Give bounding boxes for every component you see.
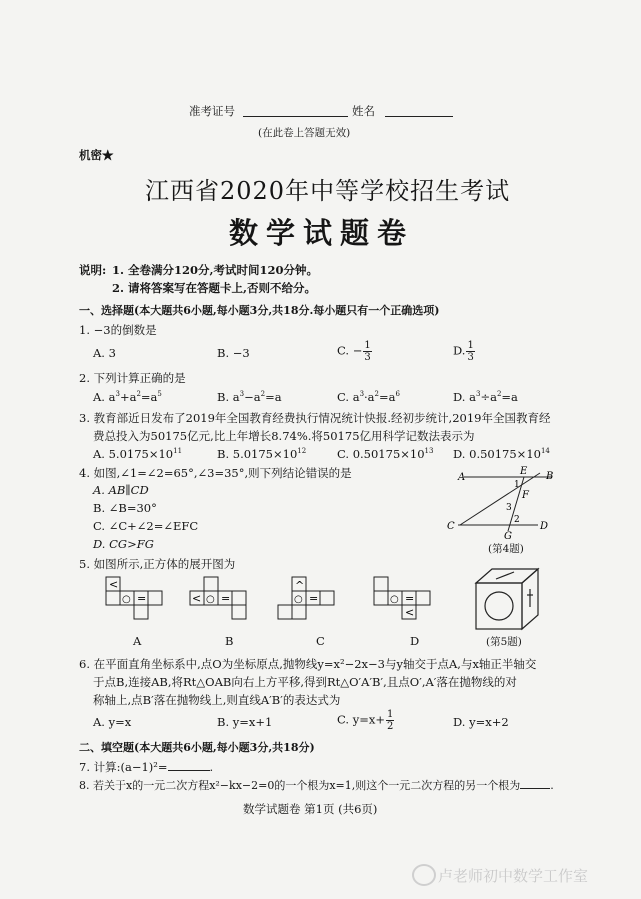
exam-title: 江西省2020年中等学校招生考试: [145, 177, 511, 205]
q3-option-b: B. $5.0175\times 10^{12}$: [217, 447, 307, 461]
paper-title: 数学试题卷: [229, 216, 415, 250]
q6-option-b: B. y=x+1: [217, 715, 273, 729]
q6-line3: 称轴上,点B′落在抛物线上,则直线A′B′的表达式为: [93, 693, 341, 707]
q5-label-c: C: [316, 634, 325, 648]
q4-option-a: A. AB∥CD: [93, 483, 149, 497]
q4-label-g: G: [504, 531, 512, 542]
q3-line2: 费总投入为50175亿元,比上年增长8.74%.将50175亿用科学记数法表示为: [93, 429, 475, 443]
q4-angle-3: 3: [506, 503, 512, 513]
q2-option-d: D. $a^3\div a^2=a$: [453, 390, 518, 404]
q2-stem: 2. 下列计算正确的是: [79, 371, 186, 385]
q1-option-d: D. $\frac{1}{3}$: [453, 340, 474, 363]
name-blank: [385, 104, 453, 120]
q2-option-a: A. $a^3+a^2=a^5$: [93, 390, 162, 404]
q5-d-less-than: <: [405, 606, 415, 619]
header-note: (在此卷上答题无效): [258, 127, 351, 139]
page-footer: 数学试题卷 第1页 (共6页): [243, 802, 378, 816]
q6-option-c: C. y=x+ $\frac{1}{2}$: [337, 709, 394, 732]
q5-cube-figure: [472, 565, 544, 633]
q3-option-d: D. $0.50175\times 10^{14}$: [453, 447, 550, 461]
q4-option-d: D. CG>FG: [93, 537, 154, 551]
q5-d-equals: =: [405, 592, 415, 605]
q5-c-circle: ○: [294, 594, 303, 605]
q4-label-c: C: [447, 521, 455, 532]
instructions-line1: 1. 全卷满分120分,考试时间120分钟。: [112, 263, 319, 277]
q5-a-less-than: <: [109, 578, 119, 591]
q5-net-c: [276, 575, 346, 625]
q3-option-a: A. $5.0175\times 10^{11}$: [93, 447, 183, 461]
q5-label-a: A: [133, 634, 142, 648]
q3-option-c: C. $0.50175\times 10^{13}$: [337, 447, 434, 461]
q1-option-b: B. −3: [217, 346, 250, 360]
q2-option-b: B. $a^3-a^2=a$: [217, 390, 282, 404]
watermark-text: 卢老师初中数学工作室: [438, 867, 589, 885]
q5-caption: (第5题): [486, 636, 522, 648]
section2-heading: 二、填空题(本大题共6小题,每小题3分,共18分): [79, 741, 315, 754]
q4-label-e: E: [520, 466, 528, 477]
q5-stem: 5. 如图所示,正方体的展开图为: [79, 557, 236, 571]
q7-text: 7. 计算:(a−1)²= .: [79, 760, 214, 774]
q4-angle-2: 2: [514, 515, 520, 525]
name-label: 姓名: [352, 104, 375, 118]
q5-a-equals: =: [137, 592, 147, 605]
q5-b-equals: =: [221, 592, 231, 605]
q4-label-f: F: [522, 490, 529, 501]
q4-option-c: C. ∠C+∠2=∠EFC: [93, 519, 199, 533]
exam-id-label: 准考证号: [189, 104, 235, 118]
q2-option-c: C. $a^3\cdot a^2=a^6$: [337, 390, 400, 404]
q1-option-a: A. 3: [93, 346, 116, 360]
q5-net-b: [188, 575, 258, 625]
q5-c-caret: ^: [295, 579, 305, 592]
exam-id-blank: [243, 104, 348, 120]
q5-c-equals: =: [309, 592, 319, 605]
section1-heading: 一、选择题(本大题共6小题,每小题3分,共18分.每小题只有一个正确选项): [79, 304, 440, 317]
q6-option-a: A. y=x: [93, 715, 132, 729]
q4-label-a: A: [458, 472, 466, 483]
q4-caption: (第4题): [488, 543, 524, 555]
wechat-icon: [412, 864, 436, 886]
q6-line2: 于点B,连接AB,将Rt△OAB向右上方平移,得到Rt△O′A′B′,且点O′,A′落在抛物线的对: [93, 675, 517, 689]
q6-line1: 6. 在平面直角坐标系中,点O为坐标原点,抛物线y=x²−2x−3与y轴交于点A,与x轴正半轴交: [79, 657, 537, 671]
q5-b-less-than: <: [192, 592, 202, 605]
q4-angle-1: 1: [514, 480, 520, 490]
secret-mark: 机密★: [79, 148, 114, 162]
instructions-line2: 2. 请将答案写在答题卡上,否则不给分。: [112, 281, 317, 295]
q5-net-d: [372, 575, 442, 625]
q5-a-circle: ○: [122, 594, 131, 605]
q5-label-d: D: [410, 634, 420, 648]
q5-net-a: [104, 575, 174, 625]
instructions-label: 说明:: [79, 263, 107, 277]
q4-option-b: B. ∠B=30°: [93, 501, 157, 515]
q5-b-circle: ○: [206, 594, 215, 605]
q4-label-b: B: [546, 471, 554, 482]
q8-text: 8. 若关于x的一元二次方程x²−kx−2=0的一个根为x=1,则这个一元二次方程的另一个根为 .: [79, 776, 554, 793]
q4-label-d: D: [540, 521, 549, 532]
q5-label-b: B: [225, 634, 234, 648]
q1-option-c: C. − $\frac{1}{3}$: [337, 340, 371, 363]
q4-stem: 4. 如图,∠1=∠2=65°,∠3=35°,则下列结论错误的是: [79, 466, 352, 480]
q3-line1: 3. 教育部近日发布了2019年全国教育经费执行情况统计快报.经初步统计,2019年全国教育经: [79, 411, 551, 425]
q5-d-circle: ○: [390, 594, 399, 605]
q4-figure: [440, 465, 560, 540]
q6-option-d: D. y=x+2: [453, 715, 509, 729]
q1-stem: 1. −3的倒数是: [79, 323, 157, 337]
